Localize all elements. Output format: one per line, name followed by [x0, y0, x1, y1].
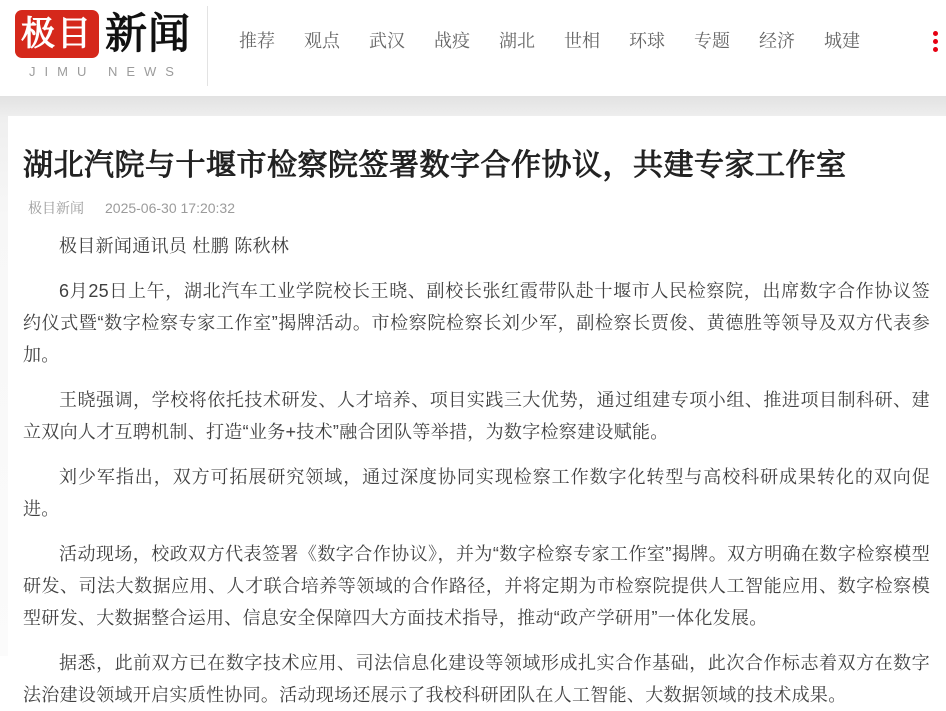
article-timestamp: 2025-06-30 17:20:32	[105, 200, 235, 216]
logo-red-badge: 极目	[15, 10, 99, 58]
nav-item-society[interactable]: 世相	[564, 31, 601, 51]
dot	[933, 47, 938, 52]
site-logo[interactable]	[15, 10, 191, 79]
nav-item-urban[interactable]: 城建	[824, 31, 861, 51]
article-paragraph: 据悉，此前双方已在数字技术应用、司法信息化建设等领域形成扎实合作基础，此次合作标志着双方在数字法治建设领域开启实质性协同。活动现场还展示了我校科研团队在人工智能、大数据领域的技术成果。	[23, 653, 930, 705]
nav-item-topics[interactable]: 专题	[694, 31, 731, 51]
article-paragraph: 极目新闻通讯员 杜鹏 陈秋林	[59, 236, 290, 256]
article-source: 极目新闻	[28, 200, 84, 216]
nav-item-wuhan[interactable]: 武汉	[369, 31, 406, 51]
header-divider	[207, 6, 208, 86]
nav-item-economy[interactable]: 经济	[759, 31, 796, 51]
article-paragraph: 刘少军指出，双方可拓展研究领域，通过深度协同实现检察工作数字化转型与高校科研成果转化的双向促进。	[23, 467, 930, 519]
article-paragraph: 活动现场，校政双方代表签署《数字合作协议》，并为“数字检察专家工作室”揭牌。双方明确在数字检察模型研发、司法大数据应用、人才联合培养等领域的合作路径，并将定期为市检察院提供人工智能应用、数字检察模型研发、大数据整合运用、信息安全保障四大方面技术指导，推动“政产学研用”一体化发展。	[23, 544, 930, 628]
logo-black-text: 新闻	[105, 10, 192, 57]
main-nav	[239, 0, 889, 80]
nav-item-hubei[interactable]: 湖北	[499, 31, 536, 51]
article-byline	[28, 199, 930, 217]
nav-item-recommend[interactable]: 推荐	[239, 31, 276, 51]
more-menu-icon[interactable]	[931, 27, 940, 55]
article-card	[8, 116, 946, 705]
article-body	[23, 230, 930, 711]
article-title: 湖北汽院与十堰市检察院签署数字合作协议，共建专家工作室	[23, 149, 847, 182]
logo-wordmark	[15, 10, 191, 58]
logo-subtitle: JIMU NEWS	[29, 64, 183, 79]
article-paragraph: 6月25日上午，湖北汽车工业学院校长王晓、副校长张红霞带队赴十堰市人民检察院，出席数字合作协议签约仪式暨“数字检察专家工作室”揭牌活动。市检察院检察长刘少军，副检察长贾俊、黄德胜等领导及双方代表参加。	[23, 281, 930, 365]
article-paragraph: 王晓强调，学校将依托技术研发、人才培养、项目实践三大优势，通过组建专项小组、推进项目制科研、建立双向人才互聘机制、打造“业务+技术”融合团队等举措，为数字检察建设赋能。	[23, 390, 930, 442]
dot	[933, 39, 938, 44]
dot	[933, 31, 938, 36]
nav-item-global[interactable]: 环球	[629, 31, 666, 51]
nav-item-epidemic[interactable]: 战疫	[434, 31, 471, 51]
nav-item-opinion[interactable]: 观点	[304, 31, 341, 51]
site-header	[0, 0, 946, 96]
page-background	[0, 96, 946, 705]
